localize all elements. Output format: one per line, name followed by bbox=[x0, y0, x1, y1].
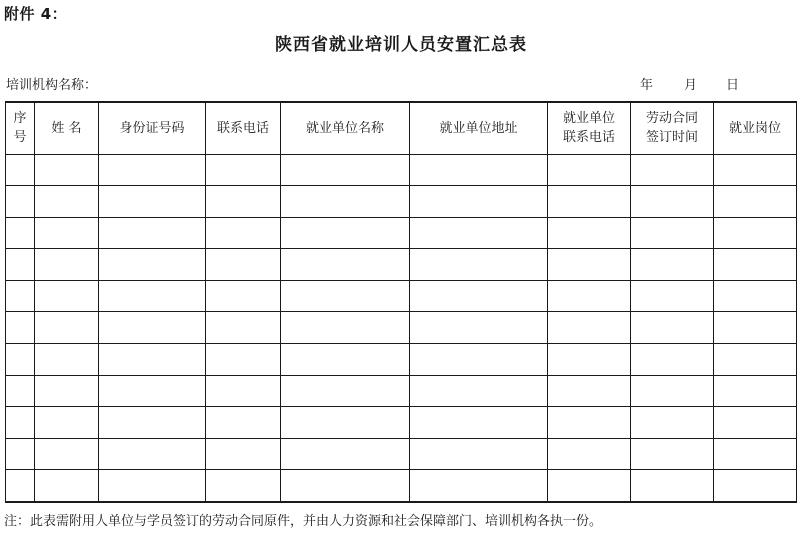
table-cell[interactable] bbox=[99, 344, 206, 376]
table-cell[interactable] bbox=[99, 186, 206, 218]
table-cell[interactable] bbox=[99, 407, 206, 439]
table-cell[interactable] bbox=[281, 249, 410, 281]
table-cell[interactable] bbox=[99, 280, 206, 312]
table-cell[interactable] bbox=[548, 186, 631, 218]
table-cell[interactable] bbox=[6, 186, 35, 218]
table-cell[interactable] bbox=[281, 375, 410, 407]
table-cell[interactable] bbox=[35, 186, 99, 218]
table-cell[interactable] bbox=[6, 470, 35, 502]
column-header-contract-date: 劳动合同 签订时间 bbox=[631, 102, 714, 154]
table-cell[interactable] bbox=[206, 217, 281, 249]
column-header-serial-number: 序 号 bbox=[6, 102, 35, 154]
table-cell[interactable] bbox=[6, 375, 35, 407]
table-cell[interactable] bbox=[6, 154, 35, 186]
table-cell[interactable] bbox=[548, 438, 631, 470]
table-cell[interactable] bbox=[548, 154, 631, 186]
table-cell[interactable] bbox=[99, 249, 206, 281]
column-header-employer-name: 就业单位名称 bbox=[281, 102, 410, 154]
table-cell[interactable] bbox=[35, 407, 99, 439]
table-cell[interactable] bbox=[281, 280, 410, 312]
column-header-employer-phone: 就业单位 联系电话 bbox=[548, 102, 631, 154]
table-cell[interactable] bbox=[631, 407, 714, 439]
table-cell[interactable] bbox=[548, 280, 631, 312]
table-cell[interactable] bbox=[206, 344, 281, 376]
table-cell[interactable] bbox=[35, 154, 99, 186]
table-cell[interactable] bbox=[206, 249, 281, 281]
table-cell[interactable] bbox=[714, 470, 797, 502]
table-cell[interactable] bbox=[410, 249, 548, 281]
date-year-label: 年 bbox=[640, 78, 654, 93]
column-header-name: 姓 名 bbox=[35, 102, 99, 154]
table-cell[interactable] bbox=[35, 217, 99, 249]
table-cell[interactable] bbox=[714, 344, 797, 376]
table-cell[interactable] bbox=[631, 312, 714, 344]
table-cell[interactable] bbox=[6, 312, 35, 344]
table-cell[interactable] bbox=[35, 249, 99, 281]
table-cell[interactable] bbox=[410, 375, 548, 407]
table-cell[interactable] bbox=[281, 186, 410, 218]
table-cell[interactable] bbox=[35, 312, 99, 344]
table-cell[interactable] bbox=[35, 470, 99, 502]
table-cell[interactable] bbox=[410, 280, 548, 312]
column-header-phone: 联系电话 bbox=[206, 102, 281, 154]
table-row bbox=[6, 249, 797, 281]
table-cell[interactable] bbox=[206, 186, 281, 218]
table-cell[interactable] bbox=[410, 217, 548, 249]
table-cell[interactable] bbox=[6, 280, 35, 312]
date-day-label: 日 bbox=[726, 78, 740, 93]
table-cell[interactable] bbox=[410, 186, 548, 218]
table-cell[interactable] bbox=[410, 344, 548, 376]
table-cell[interactable] bbox=[410, 154, 548, 186]
table-cell[interactable] bbox=[6, 344, 35, 376]
table-cell[interactable] bbox=[99, 438, 206, 470]
column-header-employer-address: 就业单位地址 bbox=[410, 102, 548, 154]
table-cell[interactable] bbox=[281, 154, 410, 186]
table-cell[interactable] bbox=[548, 470, 631, 502]
table-row bbox=[6, 470, 797, 502]
table-cell[interactable] bbox=[631, 280, 714, 312]
table-cell[interactable] bbox=[410, 438, 548, 470]
table-cell[interactable] bbox=[281, 344, 410, 376]
date-month-label: 月 bbox=[684, 78, 698, 93]
table-cell[interactable] bbox=[6, 217, 35, 249]
table-cell[interactable] bbox=[548, 249, 631, 281]
table-cell[interactable] bbox=[99, 217, 206, 249]
table-cell[interactable] bbox=[35, 438, 99, 470]
footer-note: 注：此表需附用人单位与学员签订的劳动合同原件，并由人力资源和社会保障部门、培训机构各执一份。 bbox=[4, 514, 603, 529]
table-cell[interactable] bbox=[99, 375, 206, 407]
table-cell[interactable] bbox=[548, 375, 631, 407]
table-cell[interactable] bbox=[631, 154, 714, 186]
table-cell[interactable] bbox=[410, 470, 548, 502]
table-row bbox=[6, 280, 797, 312]
table-row bbox=[6, 407, 797, 439]
table-cell[interactable] bbox=[631, 375, 714, 407]
table-row bbox=[6, 154, 797, 186]
table-cell[interactable] bbox=[714, 186, 797, 218]
page-title: 陕西省就业培训人员安置汇总表 bbox=[275, 35, 527, 55]
table-cell[interactable] bbox=[35, 280, 99, 312]
table-row bbox=[6, 438, 797, 470]
table-cell[interactable] bbox=[714, 154, 797, 186]
table-cell[interactable] bbox=[206, 312, 281, 344]
training-org-name-label: 培训机构名称： bbox=[6, 78, 98, 93]
column-header-job-position: 就业岗位 bbox=[714, 102, 797, 154]
table-cell[interactable] bbox=[631, 438, 714, 470]
table-cell[interactable] bbox=[281, 407, 410, 439]
table-cell[interactable] bbox=[99, 312, 206, 344]
table-cell[interactable] bbox=[410, 312, 548, 344]
table-cell[interactable] bbox=[714, 407, 797, 439]
table-row bbox=[6, 217, 797, 249]
table-cell[interactable] bbox=[206, 470, 281, 502]
table-cell[interactable] bbox=[281, 312, 410, 344]
table-cell[interactable] bbox=[6, 438, 35, 470]
table-cell[interactable] bbox=[714, 280, 797, 312]
attachment-label: 附件 4： bbox=[4, 5, 68, 23]
table-cell[interactable] bbox=[281, 217, 410, 249]
table-cell[interactable] bbox=[631, 470, 714, 502]
table-header-row bbox=[6, 102, 797, 154]
table-cell[interactable] bbox=[631, 344, 714, 376]
table-cell[interactable] bbox=[548, 344, 631, 376]
table-cell[interactable] bbox=[206, 375, 281, 407]
table-cell[interactable] bbox=[206, 154, 281, 186]
column-header-id-number: 身份证号码 bbox=[99, 102, 206, 154]
table-cell[interactable] bbox=[281, 470, 410, 502]
table-cell[interactable] bbox=[206, 407, 281, 439]
table-cell[interactable] bbox=[548, 407, 631, 439]
table-body bbox=[6, 154, 797, 502]
table-cell[interactable] bbox=[99, 154, 206, 186]
table-row bbox=[6, 312, 797, 344]
table-cell[interactable] bbox=[714, 312, 797, 344]
table-cell[interactable] bbox=[714, 375, 797, 407]
table-row bbox=[6, 375, 797, 407]
table-cell[interactable] bbox=[410, 407, 548, 439]
table-cell[interactable] bbox=[631, 186, 714, 218]
table-cell[interactable] bbox=[35, 344, 99, 376]
table-cell[interactable] bbox=[714, 438, 797, 470]
table-cell[interactable] bbox=[6, 407, 35, 439]
table-cell[interactable] bbox=[631, 217, 714, 249]
table-cell[interactable] bbox=[99, 470, 206, 502]
placement-summary-table bbox=[5, 101, 797, 503]
table-cell[interactable] bbox=[35, 375, 99, 407]
table-cell[interactable] bbox=[206, 438, 281, 470]
table-row bbox=[6, 344, 797, 376]
table-cell[interactable] bbox=[281, 438, 410, 470]
table-cell[interactable] bbox=[631, 249, 714, 281]
table-cell[interactable] bbox=[714, 249, 797, 281]
table-cell[interactable] bbox=[206, 280, 281, 312]
table-cell[interactable] bbox=[548, 312, 631, 344]
table-cell[interactable] bbox=[714, 217, 797, 249]
table-cell[interactable] bbox=[548, 217, 631, 249]
table-cell[interactable] bbox=[6, 249, 35, 281]
table-row bbox=[6, 186, 797, 218]
